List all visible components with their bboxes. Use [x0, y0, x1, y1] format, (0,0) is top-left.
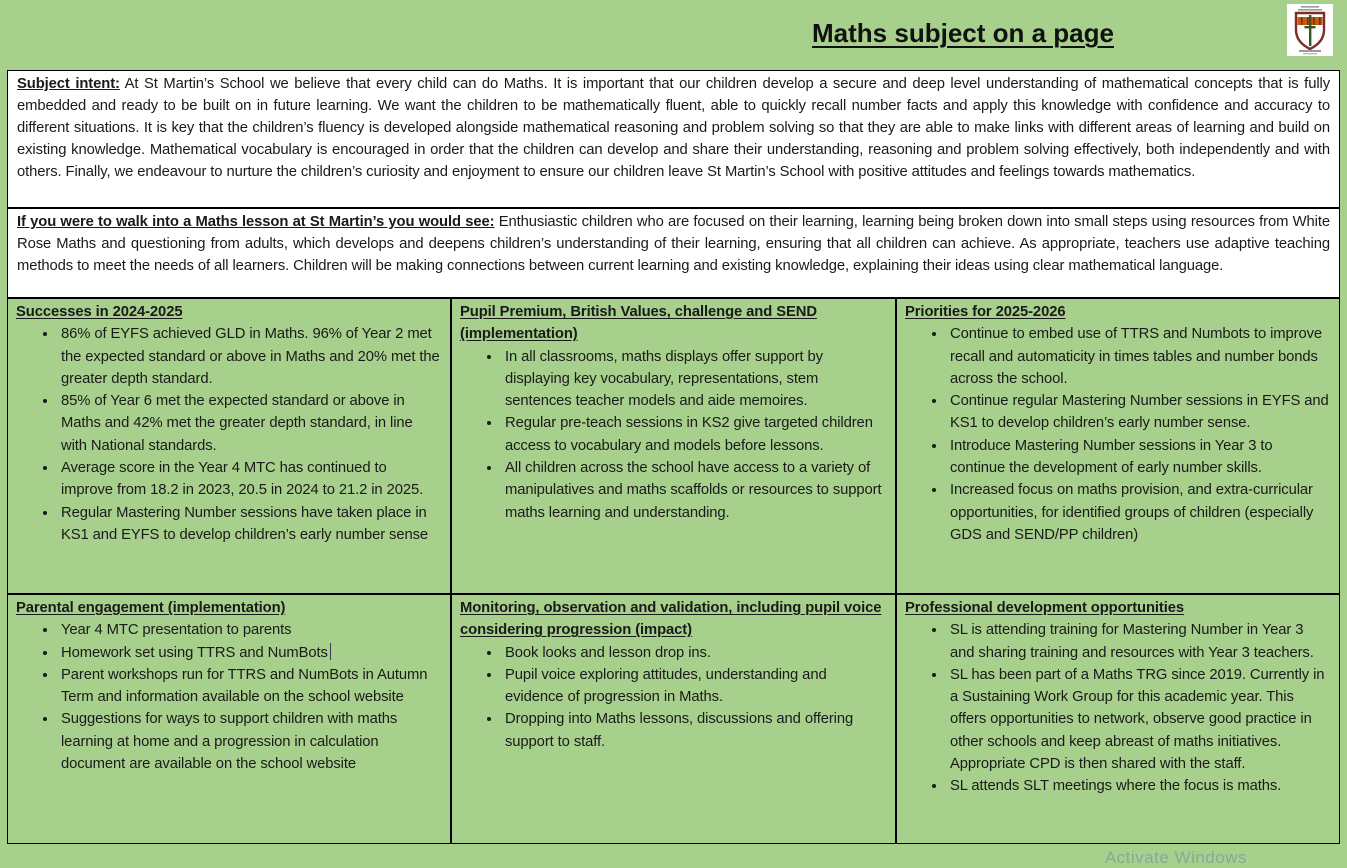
- bullet-item: [58, 642, 442, 664]
- cell-heading-successes: Successes in 2024-2025: [16, 304, 183, 320]
- bullet-text: Regular pre-teach sessions in KS2 give targeted children access to vocabulary and models before lessons.: [505, 415, 873, 454]
- cell-heading-monitoring: Monitoring, observation and validation, including pupil voice considering progression (impact): [460, 600, 882, 639]
- subject-intent-box[interactable]: [7, 70, 1340, 208]
- bullet-text: Homework set using TTRS and NumBots: [61, 644, 328, 661]
- cell-heading-parental-engagement: Parental engagement (implementation): [16, 600, 286, 616]
- bullet-item: [502, 642, 887, 664]
- text-cursor: [330, 643, 332, 660]
- subject-intent-label: Subject intent:: [17, 76, 120, 92]
- bullet-text: Average score in the Year 4 MTC has continued to improve from 18.2 in 2023, 20.5 in 2024 to 21.2 in 2025.: [61, 460, 424, 499]
- bullet-item: [58, 664, 442, 709]
- bullet-text: 85% of Year 6 met the expected standard or above in Maths and 42% met the greater depth standard, in line with National standards.: [61, 393, 413, 454]
- bullet-list: [16, 619, 442, 775]
- cell-heading-priorities: Priorities for 2025-2026: [905, 304, 1066, 320]
- bullet-text: Pupil voice exploring attitudes, understanding and evidence of progression in Maths.: [505, 666, 827, 706]
- bullet-text: Year 4 MTC presentation to parents: [61, 622, 292, 639]
- walk-in-box[interactable]: [7, 208, 1340, 298]
- bullet-item: [947, 619, 1331, 664]
- school-crest-icon: [1287, 4, 1333, 56]
- bullet-item: [58, 457, 442, 502]
- bullet-list: [905, 323, 1331, 546]
- bullet-item: [947, 435, 1331, 480]
- bullet-list: [460, 642, 887, 753]
- bullet-item: [58, 390, 442, 457]
- bullet-text: Increased focus on maths provision, and extra-curricular opportunities, for identified groups of children (especially GDS and SEND/PP children): [950, 482, 1314, 543]
- bullet-text: Parent workshops run for TTRS and NumBots in Autumn Term and information available on the school website: [61, 666, 428, 706]
- cell-heading-pupil-premium: Pupil Premium, British Values, challenge and SEND (implementation): [460, 304, 817, 343]
- bullet-text: All children across the school have access to a variety of manipulatives and maths scaffolds or resources to support maths learning and understanding.: [505, 460, 882, 521]
- subject-intent-text: At St Martin’s School we believe that every child can do Maths. It is important that our children develop a secure and deep level understanding of mathematical concepts that is fully embedded and ready to be built on in future learning. We want the children to be mathematically fluent, able to quickly recall number facts and apply this knowledge with confidence and accuracy to different situations. It is key that the children’s fluency is developed alongside mathematical reasoning and problem solving so that they are able to make links with different areas of learning and build on existing knowledge. Mathematical vocabulary is encouraged in order that the children can develop and share their understanding, reasoning and problem solving effectively, both independently and with others. Finally, we endeavour to nurture the children’s curiosity and enjoyment to ensure our children leave St Martin’s School with positive attitudes and feelings towards mathematics.: [17, 76, 1330, 180]
- bullet-text: SL attends SLT meetings where the focus is maths.: [950, 778, 1282, 795]
- bullet-text: Continue to embed use of TTRS and Numbots to improve recall and automaticity in times tables and number bonds across the school.: [950, 326, 1323, 387]
- document-content: [7, 70, 1340, 844]
- bullet-item: [502, 346, 887, 413]
- cell-priorities[interactable]: [896, 298, 1340, 594]
- bullet-item: [58, 323, 442, 390]
- bullet-item: [502, 664, 887, 709]
- bullet-text: Suggestions for ways to support children with maths learning at home and a progression in calculation document are available on the school website: [61, 711, 398, 773]
- bullet-text: Book looks and lesson drop ins.: [505, 644, 711, 661]
- cell-heading-professional-development: Professional development opportunities: [905, 600, 1185, 616]
- cell-pupil-premium[interactable]: [451, 298, 896, 594]
- bullet-item: [947, 479, 1331, 546]
- bullet-text: In all classrooms, maths displays offer support by displaying key vocabulary, representations, stem sentences teacher models and aide memoires.: [505, 348, 823, 410]
- bullet-item: [947, 775, 1331, 797]
- bullet-text: Dropping into Maths lessons, discussions and offering support to staff.: [505, 711, 854, 750]
- bullet-list: [16, 323, 442, 546]
- cell-parental-engagement[interactable]: [7, 594, 451, 844]
- bullet-item: [947, 664, 1331, 775]
- walk-in-label: If you were to walk into a Maths lesson at St Martin’s you would see:: [17, 214, 495, 230]
- activate-windows-watermark: Activate Windows: [1104, 848, 1247, 867]
- cell-successes[interactable]: [7, 298, 451, 594]
- bullet-text: Continue regular Mastering Number sessions in EYFS and KS1 to develop children’s early number sense.: [950, 393, 1329, 432]
- bullet-list: [905, 619, 1331, 797]
- bullet-item: [947, 390, 1331, 435]
- bullet-item: [58, 619, 442, 641]
- bullet-text: Introduce Mastering Number sessions in Year 3 to continue the development of early number skills.: [950, 437, 1273, 477]
- bullet-text: 86% of EYFS achieved GLD in Maths. 96% of Year 2 met the expected standard or above in Maths and 20% met the greater depth standard.: [61, 326, 440, 387]
- school-crest-logo: [1287, 4, 1333, 56]
- info-grid: [7, 298, 1340, 844]
- bullet-list: [460, 346, 887, 524]
- bullet-item: [502, 708, 887, 753]
- page-title: Maths subject on a page: [812, 18, 1114, 48]
- walk-in-text: Enthusiastic children who are focused on their learning, learning being broken down into small steps using resources from White Rose Maths and questioning from adults, which develops and deepens children’s understanding of their learning, ensuring that all children can achieve. As appropriate, teachers use adaptive teaching methods to meet the needs of all learners. Children will be making connections between current learning and existing knowledge, explaining their ideas using clear mathematical language.: [17, 214, 1330, 274]
- bullet-text: SL is attending training for Mastering Number in Year 3 and sharing training and resources with Year 3 teachers.: [950, 622, 1314, 661]
- cell-monitoring[interactable]: [451, 594, 896, 844]
- bullet-item: [58, 708, 442, 775]
- bullet-text: Regular Mastering Number sessions have taken place in KS1 and EYFS to develop children’s early number sense: [61, 504, 429, 543]
- bullet-item: [58, 502, 442, 547]
- cell-professional-development[interactable]: [896, 594, 1340, 844]
- bullet-text: SL has been part of a Maths TRG since 2019. Currently in a Sustaining Work Group for this academic year. This offers opportunities to network, observe good practice in other schools and keep abreast of maths initiatives. Appropriate CPD is then shared with the staff.: [950, 666, 1325, 773]
- bullet-item: [502, 412, 887, 457]
- bullet-item: [502, 457, 887, 524]
- bullet-item: [947, 323, 1331, 390]
